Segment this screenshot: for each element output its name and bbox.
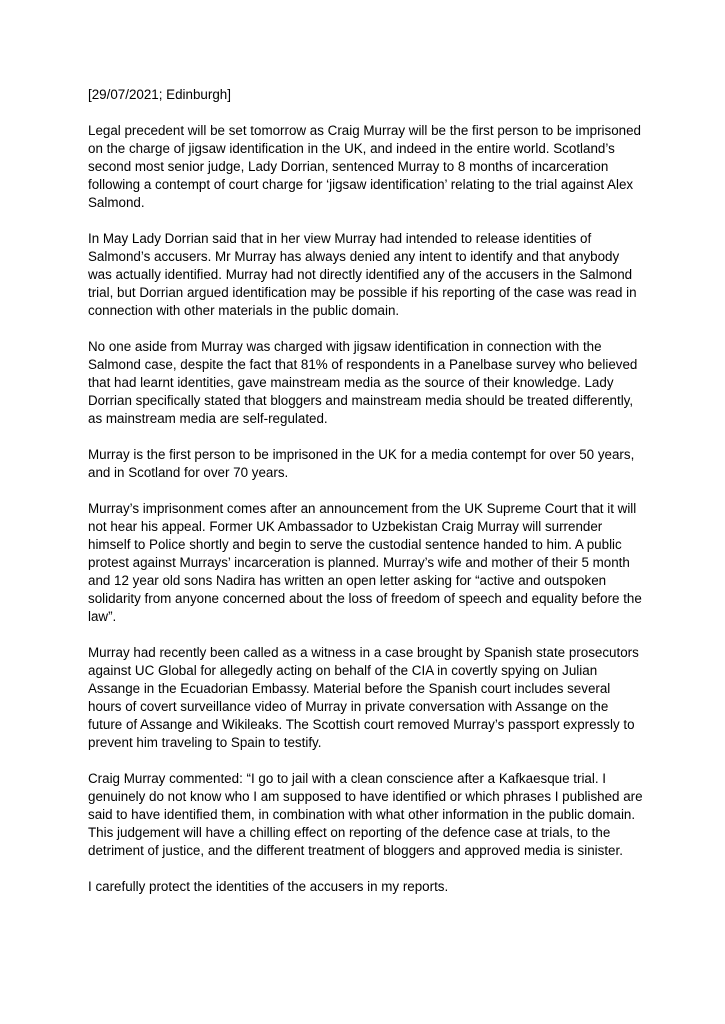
paragraph-2: In May Lady Dorrian said that in her view Murray had intended to release identities of Salmond’s accusers. Mr Murray has always denied any intent to identify and that anybody was actually identified. Murray had not directly identified any of the accusers in the Salmond trial, but Dorrian argued identification may be possible if his reporting of the case was read in connection with other materials in the public domain. <box>88 231 637 318</box>
dateline: [29/07/2021; Edinburgh] <box>88 87 231 102</box>
paragraph-3: No one aside from Murray was charged with jigsaw identification in connection with the Salmond case, despite the fact that 81% of respondents in a Panelbase survey who believed that had learnt identities, gave mainstream media as the source of their knowledge. Lady Dorrian specifically stated that bloggers and mainstream media should be treated differently, as mainstream media are self-regulated. <box>88 339 638 426</box>
paragraph-8: I carefully protect the identities of the accusers in my reports. <box>88 879 449 894</box>
paragraph-4: Murray is the first person to be imprisoned in the UK for a media contempt for over 50 years, and in Scotland for over 70 years. <box>88 447 635 480</box>
paragraph-1: Legal precedent will be set tomorrow as Craig Murray will be the first person to be imprisoned on the charge of jigsaw identification in the UK, and indeed in the entire world. Scotland’s second most senior judge, Lady Dorrian, sentenced Murray to 8 months of incarceration following a contempt of court charge for ‘jigsaw identification’ relating to the trial against Alex Salmond. <box>88 123 641 210</box>
paragraph-6: Murray had recently been called as a witness in a case brought by Spanish state prosecutors against UC Global for allegedly acting on behalf of the CIA in covertly spying on Julian Assange in the Ecuadorian Embassy. Material before the Spanish court includes several hours of covert surveillance video of Murray in private conversation with Assange on the future of Assange and Wikileaks. The Scottish court removed Murray’s passport expressly to prevent him traveling to Spain to testify. <box>88 645 639 750</box>
paragraph-7: Craig Murray commented: “I go to jail with a clean conscience after a Kafkaesque trial. I genuinely do not know who I am supposed to have identified or which phrases I published are said to have identified them, in combination with what other information in the public domain. This judgement will have a chilling effect on reporting of the defence case at trials, to the detriment of justice, and the different treatment of bloggers and approved media is sinister. <box>88 771 643 858</box>
paragraph-5: Murray’s imprisonment comes after an announcement from the UK Supreme Court that it will not hear his appeal. Former UK Ambassador to Uzbekistan Craig Murray will surrender himself to Police shortly and begin to serve the custodial sentence handed to him. A public protest against Murrays’ incarceration is planned. Murray’s wife and mother of their 5 month and 12 year old sons Nadira has written an open letter asking for “active and outspoken solidarity from anyone concerned about the loss of freedom of speech and equality before the law”. <box>88 501 642 624</box>
document-body <box>88 86 643 896</box>
